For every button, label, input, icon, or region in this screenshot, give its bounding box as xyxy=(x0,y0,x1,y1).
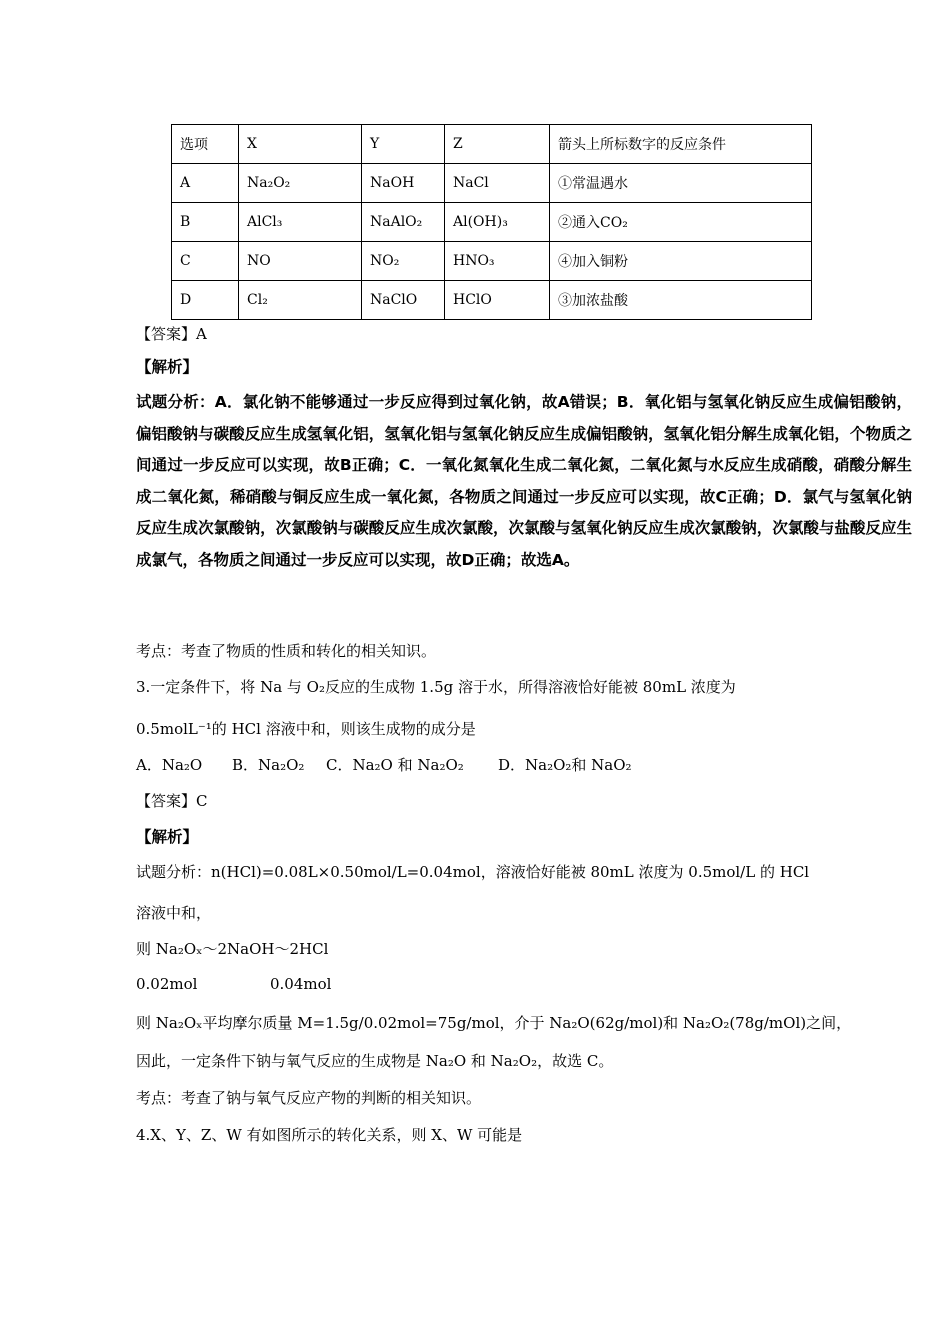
header-cell: Z xyxy=(445,125,550,164)
q3-analysis-line2: 溶液中和， xyxy=(136,904,212,922)
q3-analysis-line3: 则 Na₂Oₓ～2NaOH～2HCl xyxy=(136,940,329,958)
options-table xyxy=(171,124,812,320)
table-cell: AlCl₃ xyxy=(239,203,362,242)
q3-analysis-line4a: 0.02mol xyxy=(136,975,198,993)
table-row xyxy=(172,164,812,203)
table-cell: NaAlO₂ xyxy=(362,203,445,242)
q3-stem-line1: 3.一定条件下，将 Na 与 O₂反应的生成物 1.5g 溶于水，所得溶液恰好能被 80mL 浓度为 xyxy=(136,678,736,696)
q3-kaodian: 考点：考查了钠与氧气反应产物的判断的相关知识。 xyxy=(136,1089,482,1107)
table-cell: Cl₂ xyxy=(239,281,362,320)
table-cell: Al(OH)₃ xyxy=(445,203,550,242)
q2-analysis-label: 【解析】 xyxy=(136,358,199,376)
table-cell: ④加入铜粉 xyxy=(550,242,812,281)
q3-analysis-line5: 则 Na₂Oₓ平均摩尔质量 M=1.5g/0.02mol=75g/mol，介于 Na₂O(62g/mol)和 Na₂O₂(78g/mOl)之间， xyxy=(136,1014,852,1032)
table-row xyxy=(172,203,812,242)
q3-analysis-label: 【解析】 xyxy=(136,828,199,846)
q3-stem-line2: 0.5molL⁻¹的 HCl 溶液中和，则该生成物的成分是 xyxy=(136,720,476,738)
table-cell: C xyxy=(172,242,239,281)
q3-option-d: D．Na₂O₂和 NaO₂ xyxy=(498,756,632,774)
table-cell: HNO₃ xyxy=(445,242,550,281)
q3-option-a: A．Na₂O xyxy=(136,756,203,774)
table-cell: HClO xyxy=(445,281,550,320)
table-cell: A xyxy=(172,164,239,203)
table-cell: ③加浓盐酸 xyxy=(550,281,812,320)
header-cell: 箭头上所标数字的反应条件 xyxy=(550,125,812,164)
table-cell: B xyxy=(172,203,239,242)
q4-stem: 4.X、Y、Z、W 有如图所示的转化关系，则 X、W 可能是 xyxy=(136,1126,523,1144)
q3-option-b: B．Na₂O₂ xyxy=(232,756,305,774)
table-cell: Na₂O₂ xyxy=(239,164,362,203)
header-cell: 选项 xyxy=(172,125,239,164)
table-cell: NO xyxy=(239,242,362,281)
q2-analysis-paragraph: 试题分析：A．氯化钠不能够通过一步反应得到过氧化钠，故A错误；B．氧化铝与氢氧化钠反应生成偏铝酸钠，偏铝酸钠与碳酸反应生成氢氧化铝，氢氧化铝与氢氧化钠反应生成偏铝酸钠，氢氧化铝分解生成氧化铝，个物质之间通过一步反应可以实现，故B正确；C．一氧化氮氧化生成二氧化氮，二氧化氮与水反应生成硝酸，硝酸分解生成二氧化氮，稀硝酸与铜反应生成一氧化氮，各物质之间通过一步反应可以实现，故C正确；D．氯气与氢氧化钠反应生成次氯酸钠，次氯酸钠与碳酸反应生成次氯酸，次氯酸与氢氧化钠反应生成次氯酸钠，次氯酸与盐酸反应生成氯气，各物质之间通过一步反应可以实现，故D正确；故选A。 xyxy=(136,393,912,569)
q2-kaodian: 考点：考查了物质的性质和转化的相关知识。 xyxy=(136,642,437,660)
table-row xyxy=(172,281,812,320)
table-cell: NaClO xyxy=(362,281,445,320)
table-header-row xyxy=(172,125,812,164)
table-cell: NO₂ xyxy=(362,242,445,281)
table-cell: ①常温遇水 xyxy=(550,164,812,203)
table-row xyxy=(172,242,812,281)
table-cell: NaOH xyxy=(362,164,445,203)
q3-analysis-line6: 因此，一定条件下钠与氧气反应的生成物是 Na₂O 和 Na₂O₂，故选 C。 xyxy=(136,1052,614,1070)
header-cell: X xyxy=(239,125,362,164)
q2-answer: 【答案】A xyxy=(136,325,207,343)
header-cell: Y xyxy=(362,125,445,164)
q3-analysis-line1: 试题分析：n(HCl)=0.08L×0.50mol/L=0.04mol，溶液恰好能被 80mL 浓度为 0.5mol/L 的 HCl xyxy=(136,863,810,881)
table-cell: NaCl xyxy=(445,164,550,203)
q3-analysis-line4b: 0.04mol xyxy=(270,975,332,993)
table-cell: D xyxy=(172,281,239,320)
q3-answer: 【答案】C xyxy=(136,792,208,810)
q3-option-c: C．Na₂O 和 Na₂O₂ xyxy=(326,756,464,774)
table-cell: ②通入CO₂ xyxy=(550,203,812,242)
